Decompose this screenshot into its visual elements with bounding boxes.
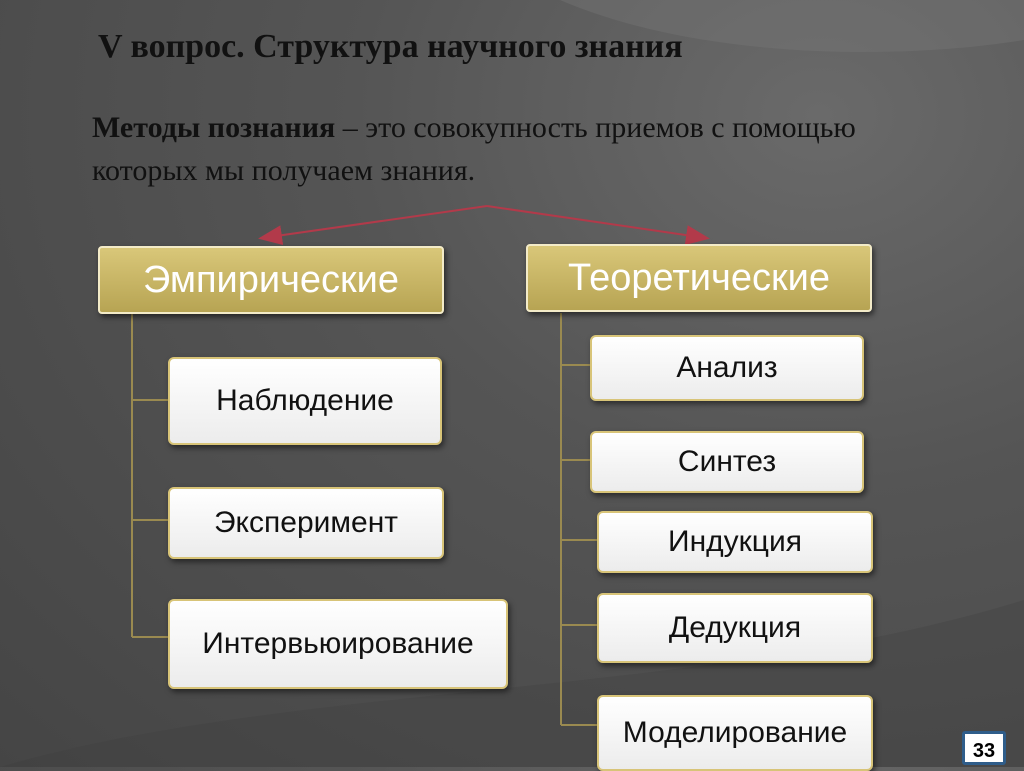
method-interviewing: Интервьюирование — [168, 599, 508, 689]
method-deduction: Дедукция — [597, 593, 873, 663]
method-synthesis: Синтез — [590, 431, 864, 493]
category-empirical: Эмпирические — [98, 246, 444, 314]
method-induction: Индукция — [597, 511, 873, 573]
slide-number-badge: 33 — [962, 731, 1006, 765]
empirical-tree-lines — [132, 313, 168, 637]
category-theoretical: Теоретические — [526, 244, 872, 312]
method-modeling: Моделирование — [597, 695, 873, 771]
definition-body: – это совокупность приемов с помощью которых мы получаем знания. — [92, 111, 856, 187]
arrow-to-empirical — [262, 206, 487, 238]
method-observation: Наблюдение — [168, 357, 442, 445]
slide-title: V вопрос. Структура научного знания — [98, 28, 683, 65]
arrow-to-theoretical — [487, 206, 706, 238]
definition-term: Методы познания — [92, 111, 336, 144]
method-experiment: Эксперимент — [168, 487, 444, 559]
method-analysis: Анализ — [590, 335, 864, 401]
